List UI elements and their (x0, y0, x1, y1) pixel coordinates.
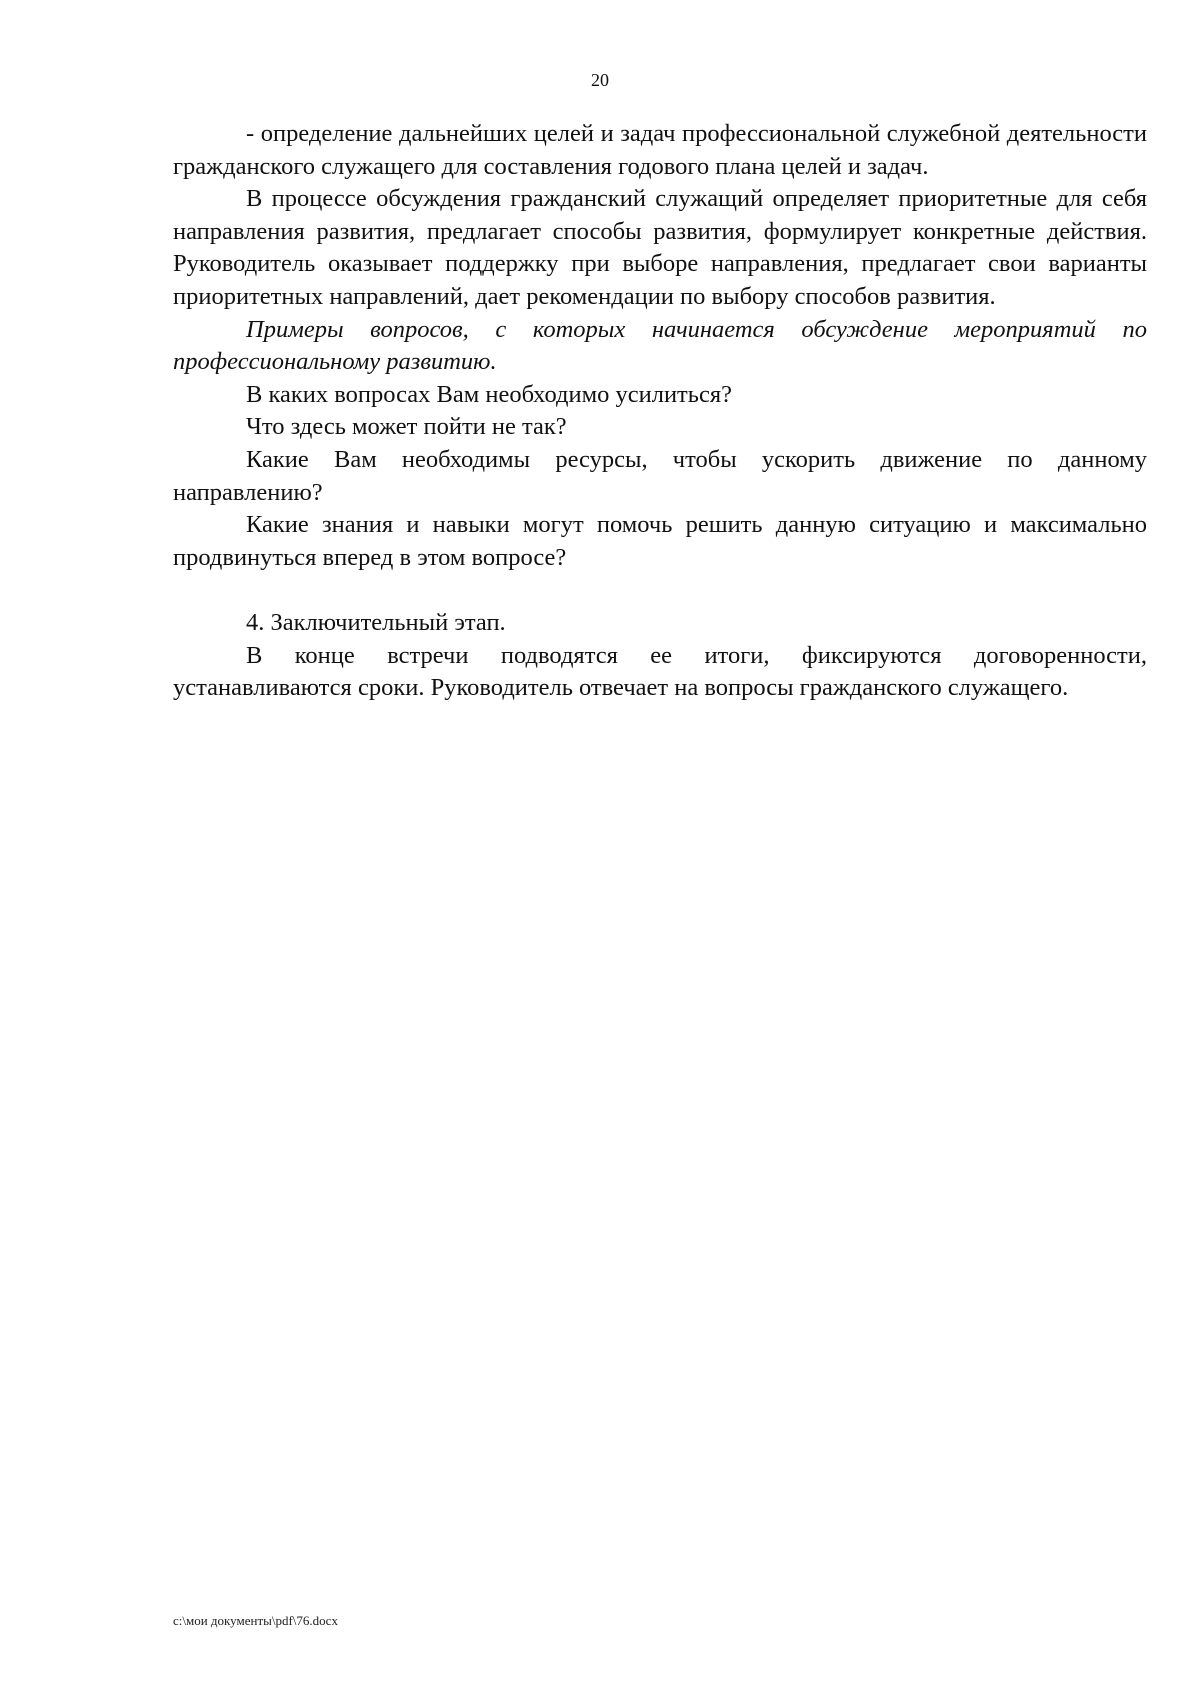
footer-file-path: c:\мои документы\pdf\76.docx (173, 1613, 338, 1628)
paragraph-discussion-process: В процессе обсуждения гражданский служащий определяет приоритетные для себя направления развития, предлагает способы развития, формулирует конкретные действия. Руководитель оказывает поддержку при выборе направления, предлагает свои варианты приоритетных направлений, дает рекомендации по выбору способов развития. (173, 185, 1147, 310)
section-heading-final-stage: 4. Заключительный этап. (246, 608, 506, 636)
document-body (173, 118, 1147, 705)
question-what-could-go-wrong: Что здесь может пойти не так? (246, 413, 567, 441)
page-number: 20 (591, 70, 609, 90)
question-resources: Какие Вам необходимы ресурсы, чтобы ускорить движение по данному направлению? (173, 445, 1147, 506)
question-strengthen: В каких вопросах Вам необходимо усилиться? (246, 380, 732, 408)
question-knowledge-skills: Какие знания и навыки могут помочь решить данную ситуацию и максимально продвинуться вперед в этом вопросе? (173, 511, 1147, 571)
paragraph-goals-definition: - определение дальнейших целей и задач профессиональной служебной деятельности гражданского служащего для составления годового плана целей и задач. (173, 120, 1147, 180)
paragraph-example-questions-heading: Примеры вопросов, с которых начинается обсуждение мероприятий по профессиональному развитию. (173, 315, 1147, 376)
paragraph-meeting-conclusion: В конце встречи подводятся ее итоги, фиксируются договоренности, устанавливаются сроки. Руководитель отвечает на вопросы гражданского служащего. (173, 641, 1147, 702)
